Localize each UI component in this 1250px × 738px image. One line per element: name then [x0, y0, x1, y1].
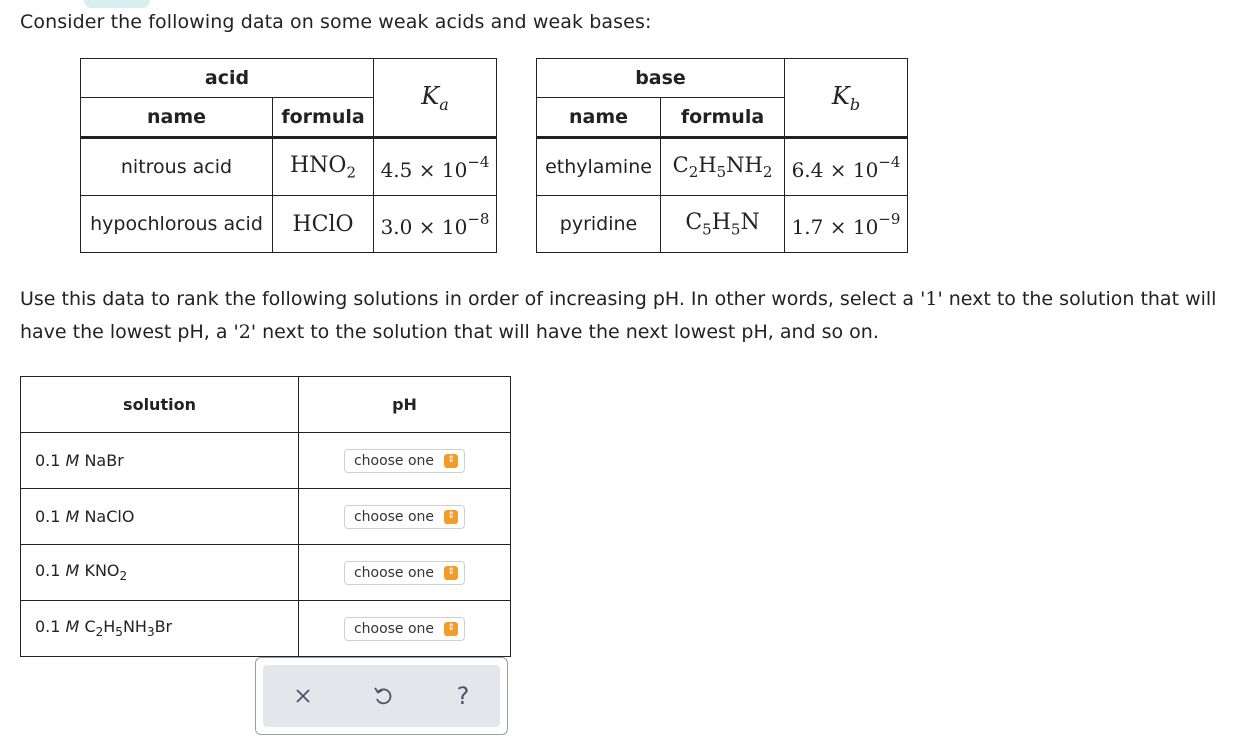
- solution-label: 0.1 M NaBr: [21, 433, 299, 489]
- answer-toolbar: [255, 657, 508, 735]
- base-formula: $C_5H_5N$: [661, 196, 785, 253]
- table-row: [81, 196, 497, 253]
- table-row: [21, 601, 511, 657]
- toolbar-panel: [263, 665, 500, 727]
- ph-rank-select[interactable]: choose one ⇕: [344, 505, 465, 529]
- solution-label: 0.1 M $KNO_2$: [21, 545, 299, 601]
- acid-table: [80, 58, 497, 253]
- ph-header: pH: [299, 377, 511, 433]
- base-name: ethylamine: [537, 138, 661, 196]
- base-formula: $C_2H_5NH_2$: [661, 138, 785, 196]
- solution-label: 0.1 M $C_2H_5NH_3Br$: [21, 601, 299, 657]
- intro-text: Consider the following data on some weak acids and weak bases:: [20, 11, 652, 33]
- chevron-updown-icon: ⇕: [444, 566, 458, 580]
- table-row: [81, 138, 497, 196]
- instructions-text: Use this data to rank the following solutions in order of increasing pH. In other words, select a '1' next to the solution that will have the lowest pH, a '2' next to the solution that will have the next lowest pH, and so on.: [20, 288, 1217, 343]
- base-formula-header: formula: [661, 98, 785, 138]
- help-icon: ?: [456, 682, 470, 710]
- chevron-updown-icon: ⇕: [444, 622, 458, 636]
- undo-icon: [372, 685, 394, 707]
- base-table: [536, 58, 908, 253]
- base-group-header: base: [537, 59, 785, 98]
- ph-rank-select[interactable]: choose one ⇕: [344, 561, 465, 585]
- ka-header: $K_a$: [374, 59, 497, 138]
- undo-button[interactable]: [368, 681, 398, 711]
- ph-rank-select[interactable]: choose one ⇕: [344, 449, 465, 473]
- table-row: [537, 138, 908, 196]
- acid-name: hypochlorous acid: [81, 196, 273, 253]
- acid-name: nitrous acid: [81, 138, 273, 196]
- solution-header: solution: [21, 377, 299, 433]
- solution-label: 0.1 M NaClO: [21, 489, 299, 545]
- close-icon: [294, 687, 312, 705]
- base-name-header: name: [537, 98, 661, 138]
- acid-formula-header: formula: [273, 98, 374, 138]
- base-name: pyridine: [537, 196, 661, 253]
- table-row: [21, 489, 511, 545]
- chevron-updown-icon: ⇕: [444, 510, 458, 524]
- kb-value: $1.7 \times 10^{-9}$: [785, 196, 908, 253]
- ranking-table: [20, 376, 511, 657]
- clear-button[interactable]: [288, 681, 318, 711]
- acid-group-header: acid: [81, 59, 374, 98]
- table-row: [537, 196, 908, 253]
- acid-formula: $HNO_2$: [273, 138, 374, 196]
- chevron-updown-icon: ⇕: [444, 454, 458, 468]
- ka-value: $4.5 \times 10^{-4}$: [374, 138, 497, 196]
- ka-value: $3.0 \times 10^{-8}$: [374, 196, 497, 253]
- help-button[interactable]: [448, 681, 478, 711]
- ph-rank-select[interactable]: choose one ⇕: [344, 617, 465, 641]
- acid-formula: HClO: [273, 196, 374, 253]
- acid-name-header: name: [81, 98, 273, 138]
- header-tab-stub: [84, 0, 150, 8]
- kb-header: $K_b$: [785, 59, 908, 138]
- kb-value: $6.4 \times 10^{-4}$: [785, 138, 908, 196]
- table-row: [21, 433, 511, 489]
- table-row: [21, 545, 511, 601]
